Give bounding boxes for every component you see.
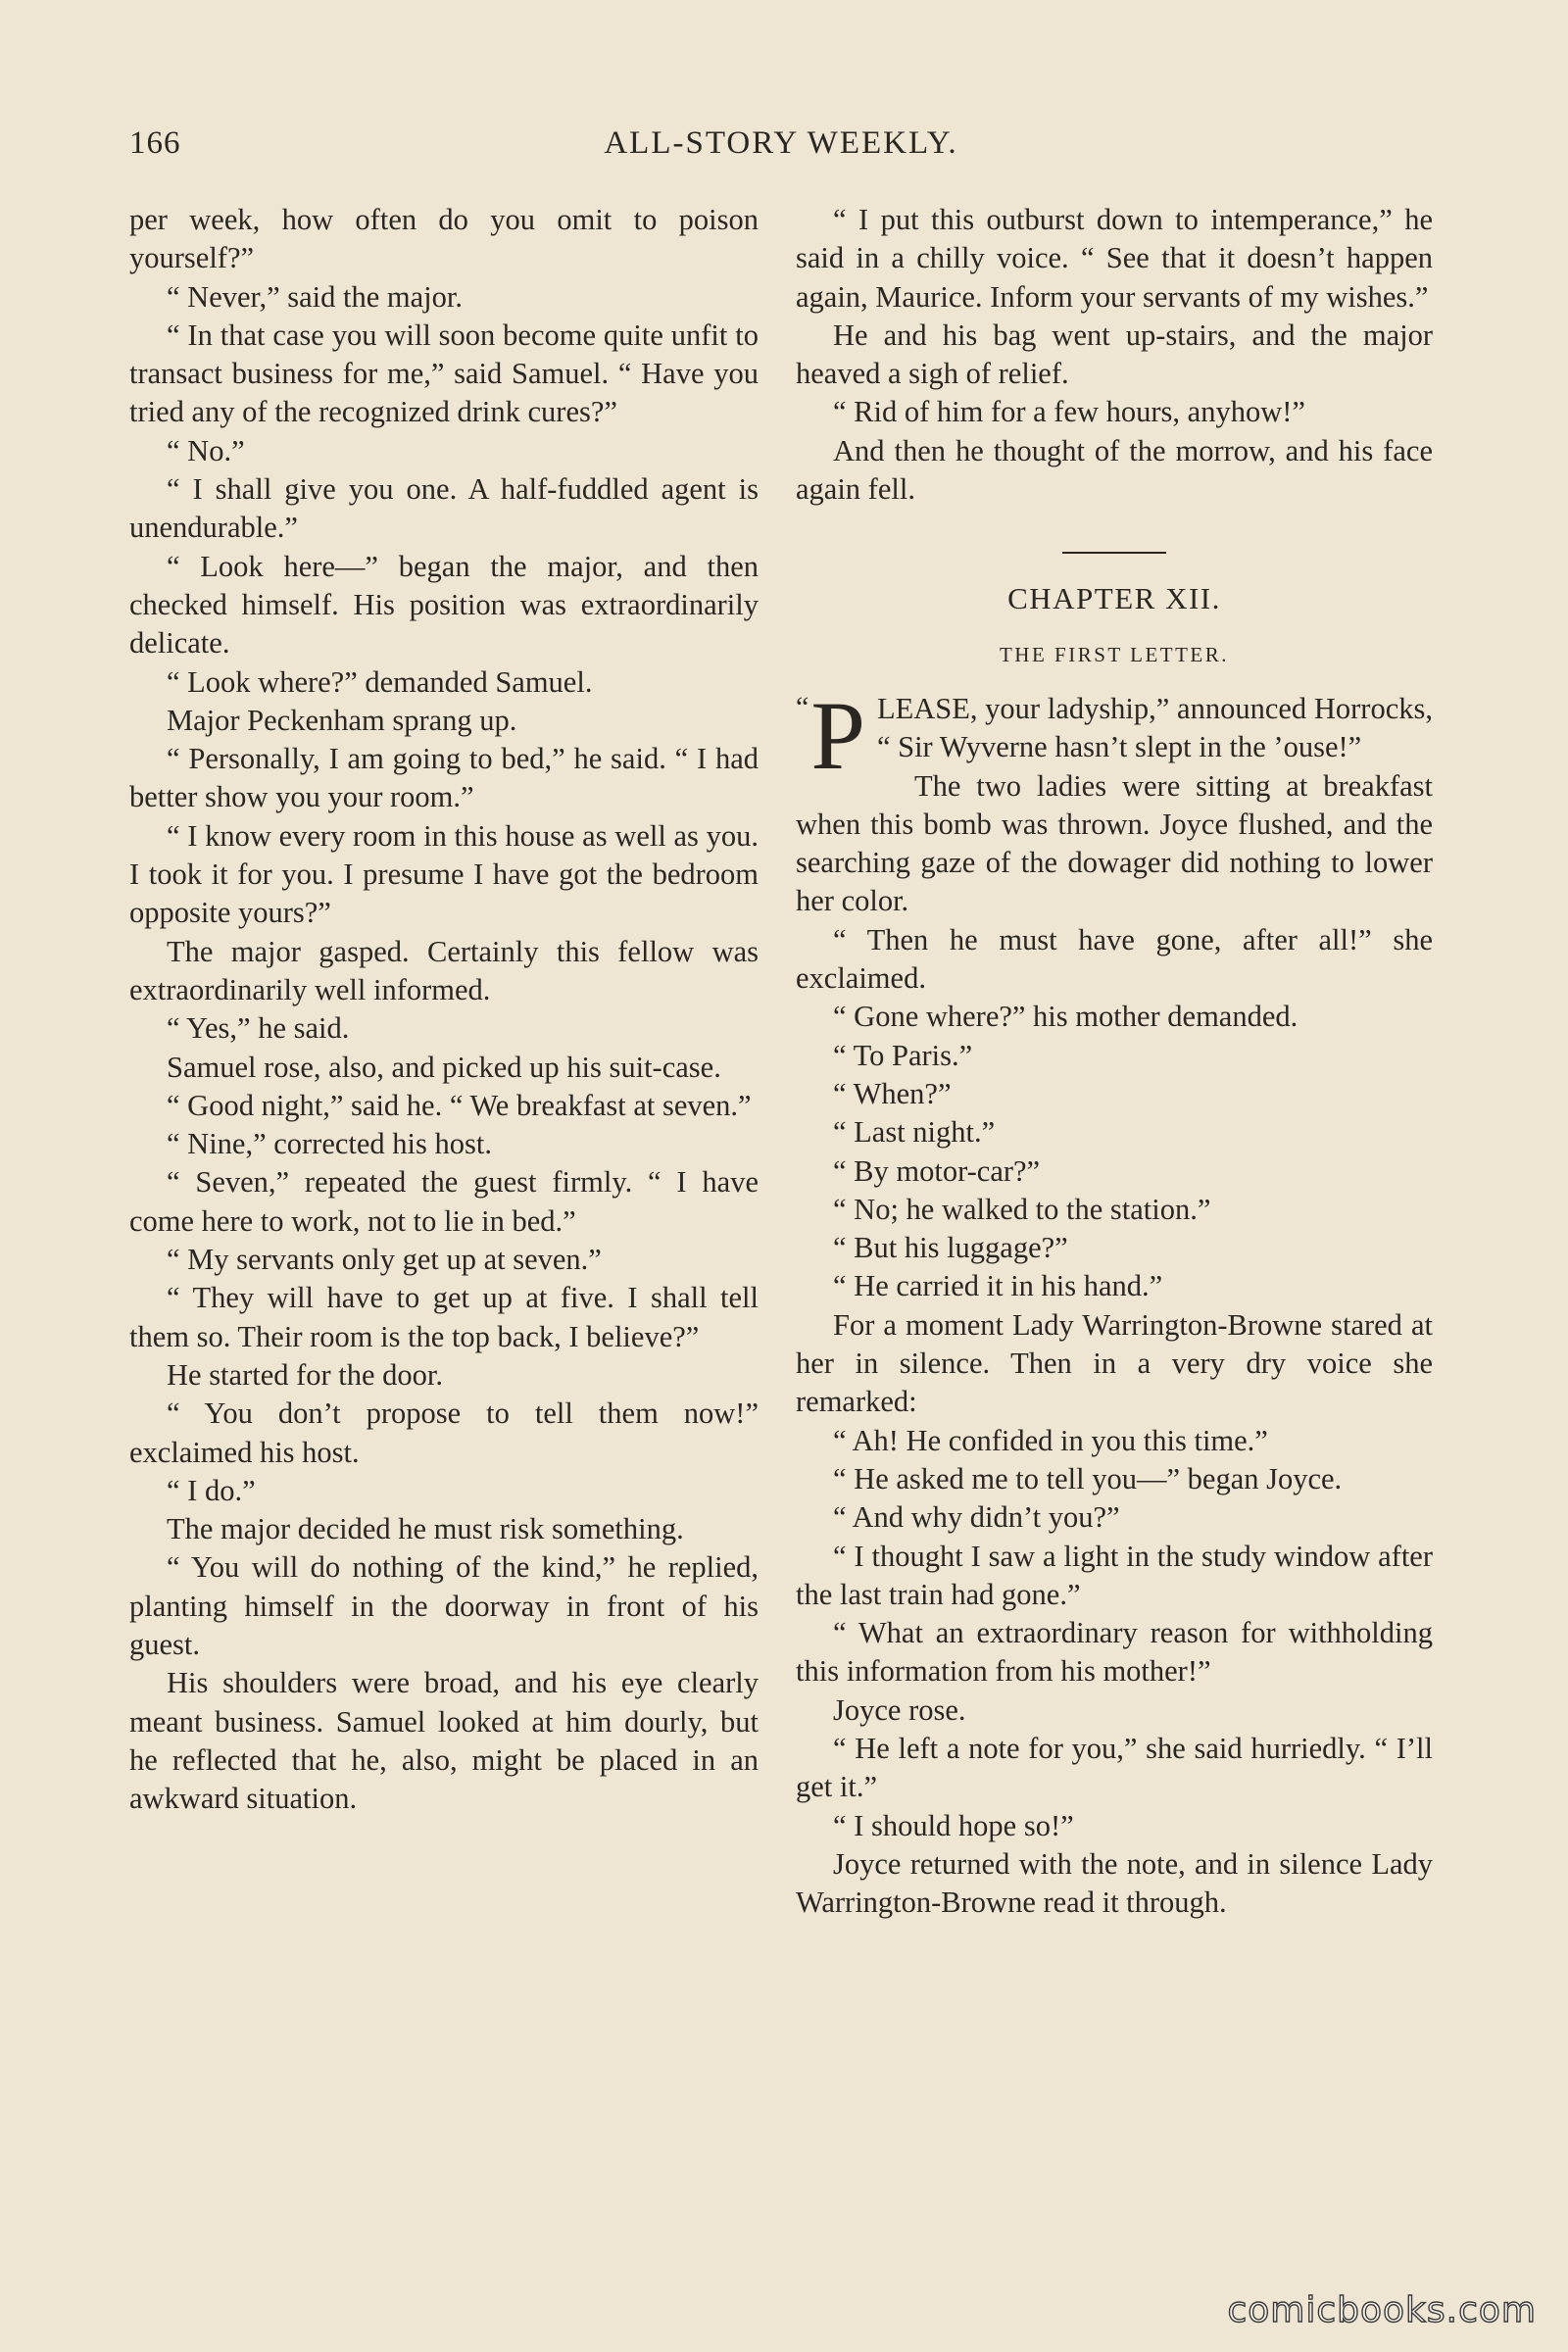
paragraph: “ Ah! He confided in you this time.” [833,1423,1268,1457]
paragraph: “ Never,” said the major. [167,279,463,314]
page-number: 166 [129,125,181,161]
paragraph: “ Gone where?” his mother demanded. [833,1000,1298,1034]
paragraph: “ Good night,” said he. “ We breakfast at seven.” [167,1088,752,1122]
right-column-top [796,201,1433,509]
paragraph: Samuel rose, also, and picked up his suit-case. [167,1050,721,1084]
opening-paragraph-text: LEASE, your ladyship,” announced Horrocks, “ Sir Wyverne hasn’t slept in the ’ouse!” [876,691,1433,764]
paragraph: “ Personally, I am going to bed,” he said. “ I had better show you your room.” [129,742,759,814]
chapter-subtitle: THE FIRST LETTER. [999,642,1230,666]
paragraph: “ I do.” [167,1473,256,1507]
paragraph: Joyce returned with the note, and in silence Lady Warrington-Browne read it through. [796,1846,1433,1920]
chapter-rule [1062,552,1166,554]
paragraph: “ He carried it in his hand.” [833,1269,1163,1303]
left-column [129,201,759,1818]
paragraph: He started for the door. [167,1357,444,1392]
paragraph: “ No; he walked to the station.” [833,1192,1211,1226]
paragraph: The major gasped. Certainly this fellow was extraordinarily well informed. [129,934,759,1006]
paragraph: “ But his luggage?” [833,1231,1068,1265]
paragraph: Joyce rose. [833,1692,966,1727]
paragraph: The two ladies were sitting at breakfast when this bomb was thrown. Joyce flushed, and the searching gaze of the dowager did nothing to lower her color. [796,768,1433,918]
page-header [129,125,1433,184]
paragraph: “ He left a note for you,” she said hurriedly. “ I’ll get it.” [796,1731,1433,1804]
paragraph: For a moment Lady Warrington-Browne stared at her in silence. Then in a very dry voice she remarked: [796,1307,1433,1419]
watermark-text: comicbooks.com [1227,2290,1537,2330]
paragraph: “ Look where?” demanded Samuel. [167,664,593,699]
paragraph: “ Rid of him for a few hours, anyhow!” [833,395,1305,429]
right-column-bottom [796,767,1433,1923]
paragraph: “ I shall give you one. A half-fuddled agent is unendurable.” [129,472,759,545]
paragraph: His shoulders were broad, and his eye clearly meant business. Samuel looked at him dourly, but he reflected that he, also, might be placed in an awkward situation. [129,1666,759,1816]
paragraph: “ And why didn’t you?” [833,1500,1120,1535]
paragraph: “ My servants only get up at seven.” [167,1243,602,1277]
paragraph: Major Peckenham sprang up. [167,703,517,737]
paragraph: “ Then he must have gone, after all!” she exclaimed. [796,922,1433,996]
paragraph: “ Yes,” he said. [167,1011,350,1046]
dropcap-letter: P [810,680,865,790]
paragraph: “ I put this outburst down to intemperance,” he said in a chilly voice. “ See that it doesn’t happen again, Maurice. Inform your servants of my wishes.” [796,203,1433,314]
chapter-opening-paragraph [796,680,1433,790]
paragraph: per week, how often do you omit to poison yourself?” [129,203,759,275]
paragraph: The major decided he must risk something. [167,1512,684,1546]
paragraph: “ Look here—” began the major, and then checked himself. His position was extraordinarily delicate. [129,549,759,661]
paragraph: “ Seven,” repeated the guest firmly. “ I have come here to work, not to lie in bed.” [129,1165,759,1238]
running-head: ALL-STORY WEEKLY. [604,125,958,161]
paragraph: “ You will do nothing of the kind,” he replied, planting himself in the doorway in front of his guest. [129,1550,759,1661]
paragraph: “ I know every room in this house as well as you. I took it for you. I presume I have got the bedroom opposite yours?” [129,818,759,930]
paragraph: “ When?” [833,1076,952,1110]
dropcap-quote: “ [796,690,809,723]
paragraph: “ You don’t propose to tell them now!” exclaimed his host. [129,1396,759,1469]
paragraph: “ To Paris.” [833,1038,973,1072]
paragraph: “ I should hope so!” [833,1808,1074,1842]
paragraph: “ He asked me to tell you—” began Joyce. [833,1461,1343,1495]
paragraph: “ Nine,” corrected his host. [167,1127,492,1161]
paragraph: “ No.” [167,433,245,467]
paragraph: He and his bag went up-stairs, and the major heaved a sigh of relief. [796,318,1433,391]
paragraph: “ What an extraordinary reason for withholding this information from his mother!” [796,1616,1433,1689]
right-column [796,201,1433,1922]
paragraph: “ I thought I saw a light in the study window after the last train had gone.” [796,1539,1433,1611]
chapter-title: CHAPTER XII. [1007,581,1221,616]
paragraph: “ By motor-car?” [833,1153,1041,1188]
paragraph: “ They will have to get up at five. I shall tell them so. Their room is the top back, I believe?” [129,1281,759,1353]
paragraph: “ In that case you will soon become quite unfit to transact business for me,” said Samuel. “ Have you tried any of the recognized drink cures?” [129,318,759,429]
paragraph: “ Last night.” [833,1115,996,1150]
paragraph: And then he thought of the morrow, and his face again fell. [796,433,1433,507]
